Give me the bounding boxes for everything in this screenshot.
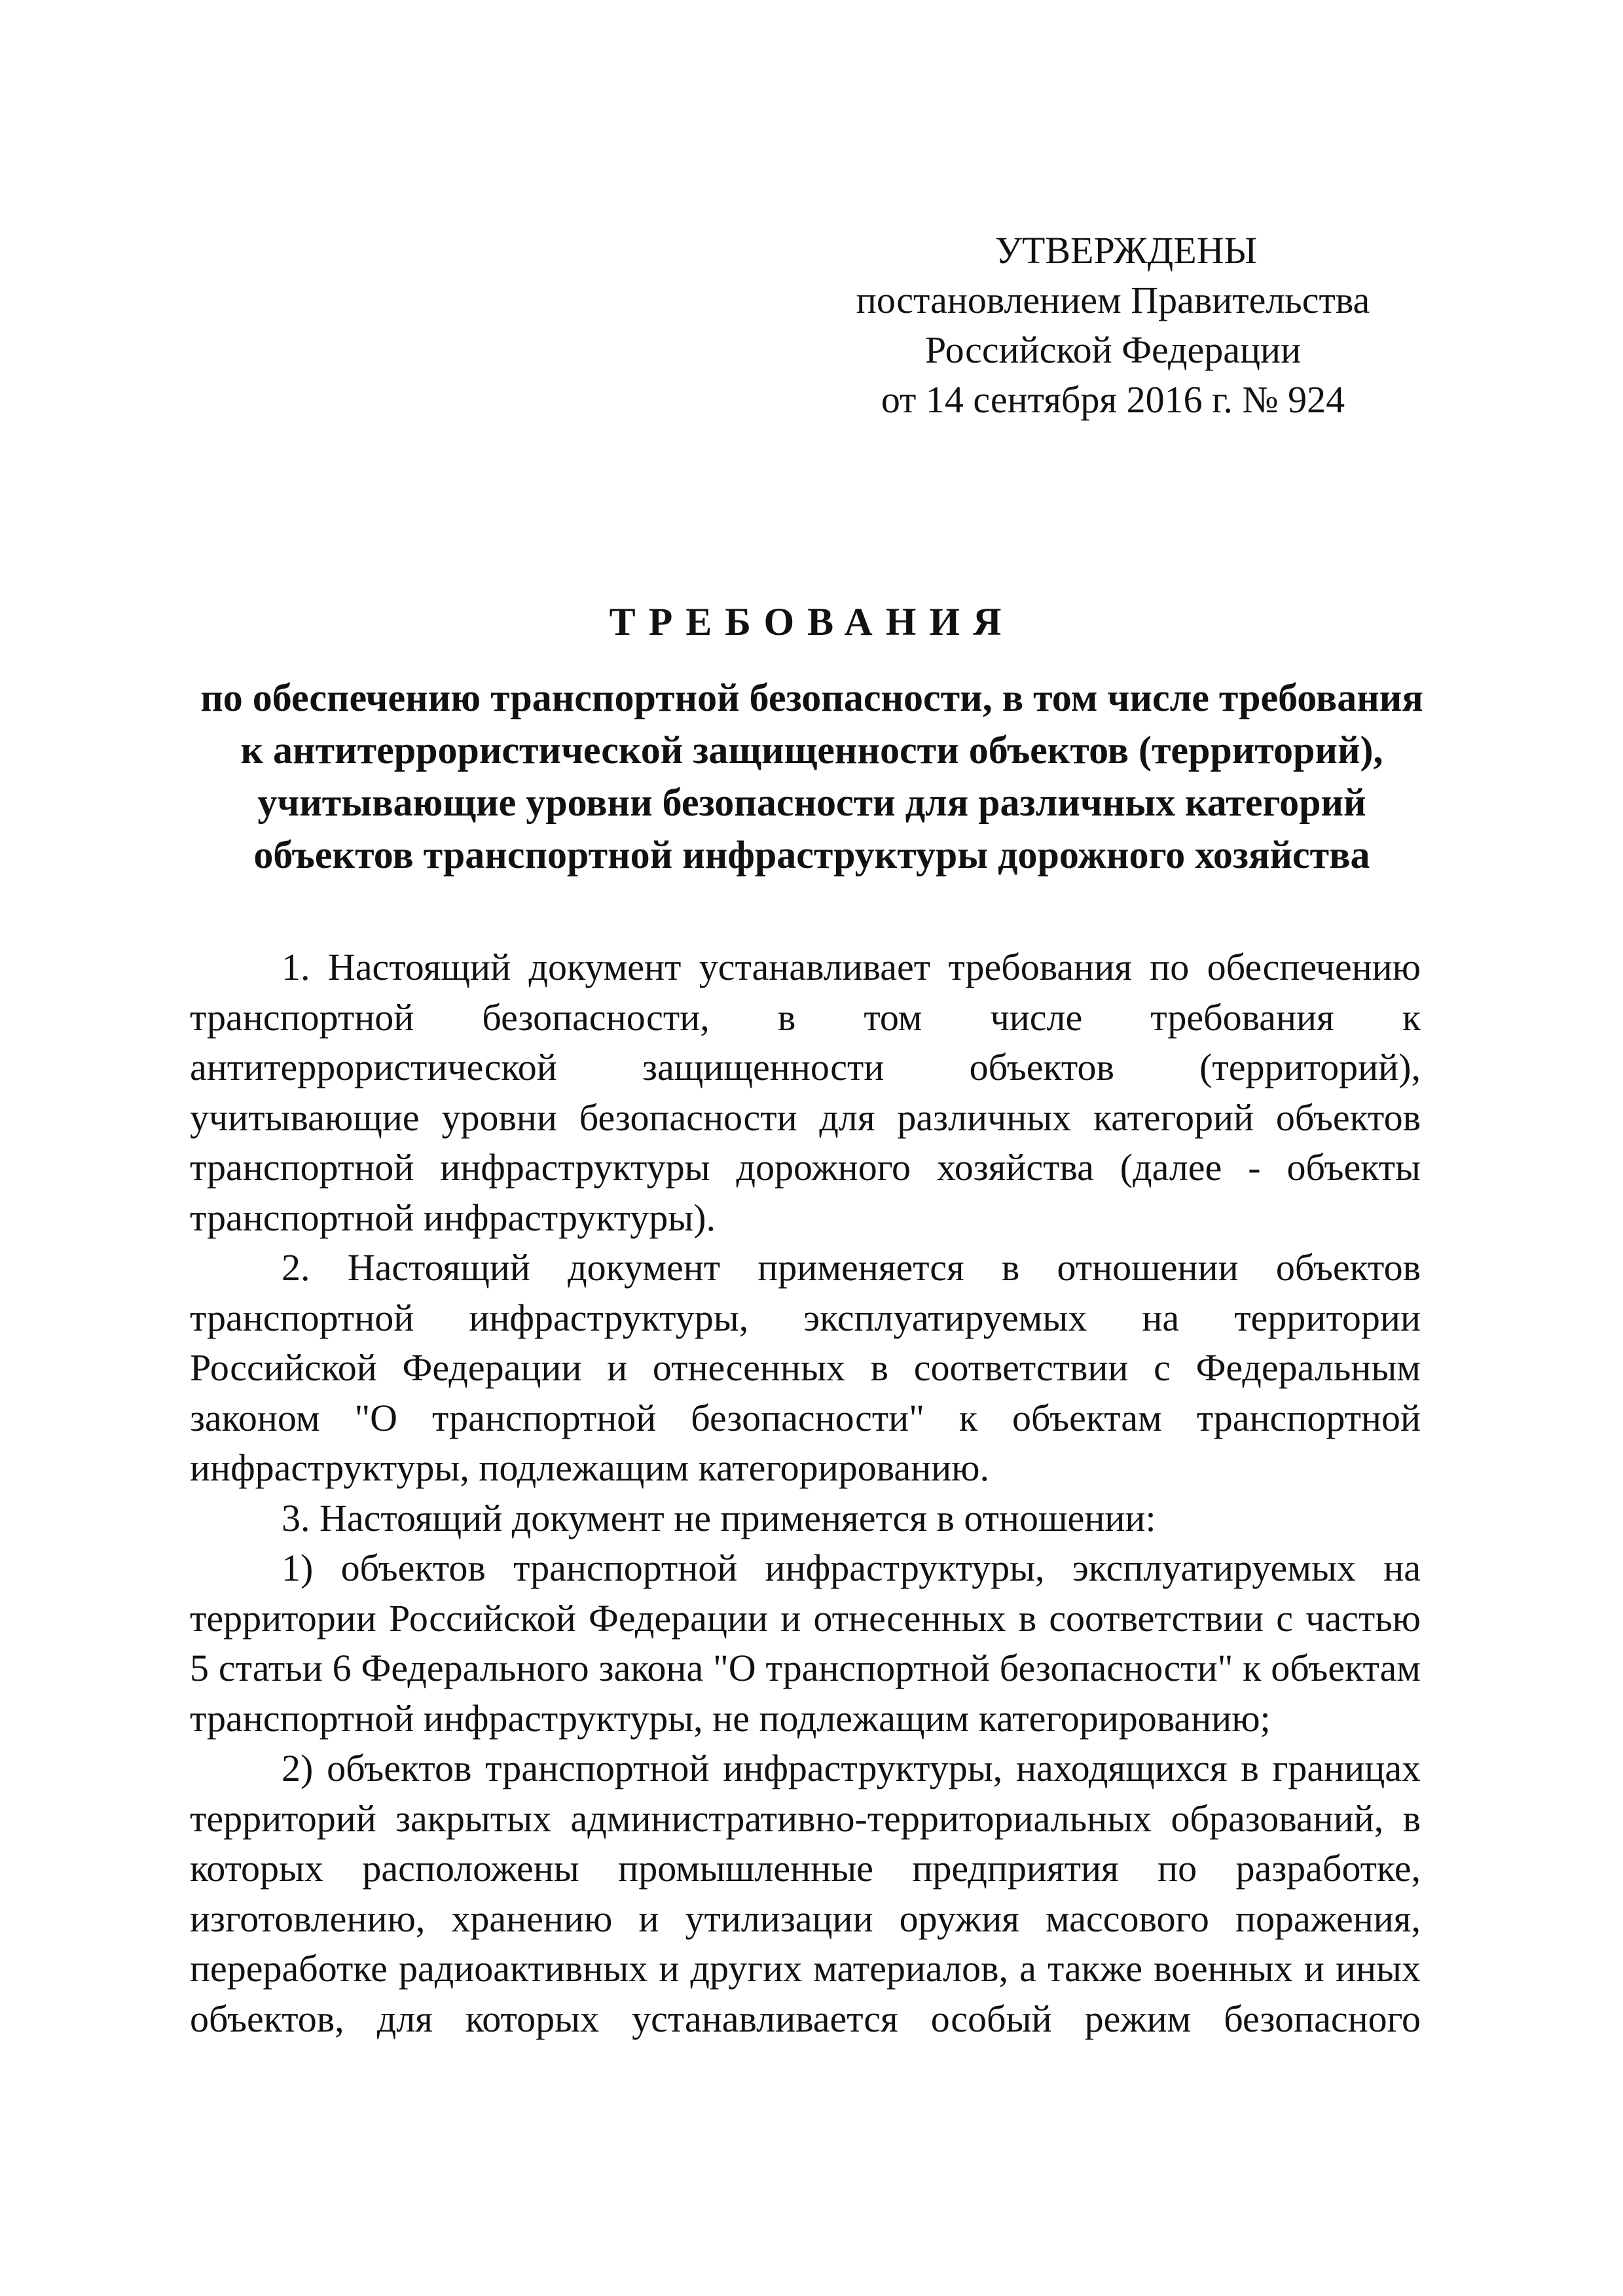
- document-body: [190, 942, 1421, 2044]
- document-title: [131, 596, 1493, 881]
- approval-stamp: [786, 226, 1440, 425]
- approval-line-3: от 14 сентября 2016 г. № 924: [881, 378, 1345, 421]
- approval-line-2: Российской Федерации: [924, 329, 1302, 371]
- approval-line-1: постановлением Правительства: [856, 279, 1370, 321]
- title-sub-3: учитывающие уровни безопасности для различных категорий: [257, 781, 1366, 824]
- approval-heading: УТВЕРЖДЕНЫ: [994, 229, 1258, 272]
- title-sub-4: объектов транспортной инфраструктуры дорожного хозяйства: [253, 833, 1370, 876]
- title-sub-1: по обеспечению транспортной безопасности, в том числе требования: [200, 676, 1423, 719]
- paragraph-3-item-2: 2) объектов транспортной инфраструктуры, находящихся в границах территорий закрытых административно-территориальных образований, в которых расположены промышленные предприятия по разработке, изготовлению, хранению и утилизации оружия массового поражения, переработке радиоактивных и других материалов, а также военных и иных объектов, для которых устанавливается особый режим безопасного: [190, 1747, 1421, 2040]
- paragraph-2: 2. Настоящий документ применяется в отношении объектов транспортной инфраструктуры, эксплуатируемых на территории Российской Федерации и отнесенных в соответствии с Федеральным законом "О транспортной безопасности" к объектам транспортной инфраструктуры, подлежащим категорированию.: [190, 1246, 1421, 1489]
- paragraph-1: 1. Настоящий документ устанавливает требования по обеспечению транспортной безопасности, в том числе требования к антитеррористической защищенности объектов (территорий), учитывающие уровни безопасности для различных категорий объектов транспортной инфраструктуры дорожного хозяйства (далее - объекты транспортной инфраструктуры).: [190, 946, 1421, 1239]
- title-main: ТРЕБОВАНИЯ: [609, 600, 1015, 643]
- paragraph-3-item-1: 1) объектов транспортной инфраструктуры, эксплуатируемых на территории Российской Федерации и отнесенных в соответствии с частью 5 статьи 6 Федерального закона "О транспортной безопасности" к объектам транспортной инфраструктуры, не подлежащим категорированию;: [190, 1547, 1421, 1740]
- paragraph-3: 3. Настоящий документ не применяется в отношении:: [282, 1496, 1156, 1539]
- title-sub-2: к антитеррористической защищенности объектов (территорий),: [240, 728, 1383, 772]
